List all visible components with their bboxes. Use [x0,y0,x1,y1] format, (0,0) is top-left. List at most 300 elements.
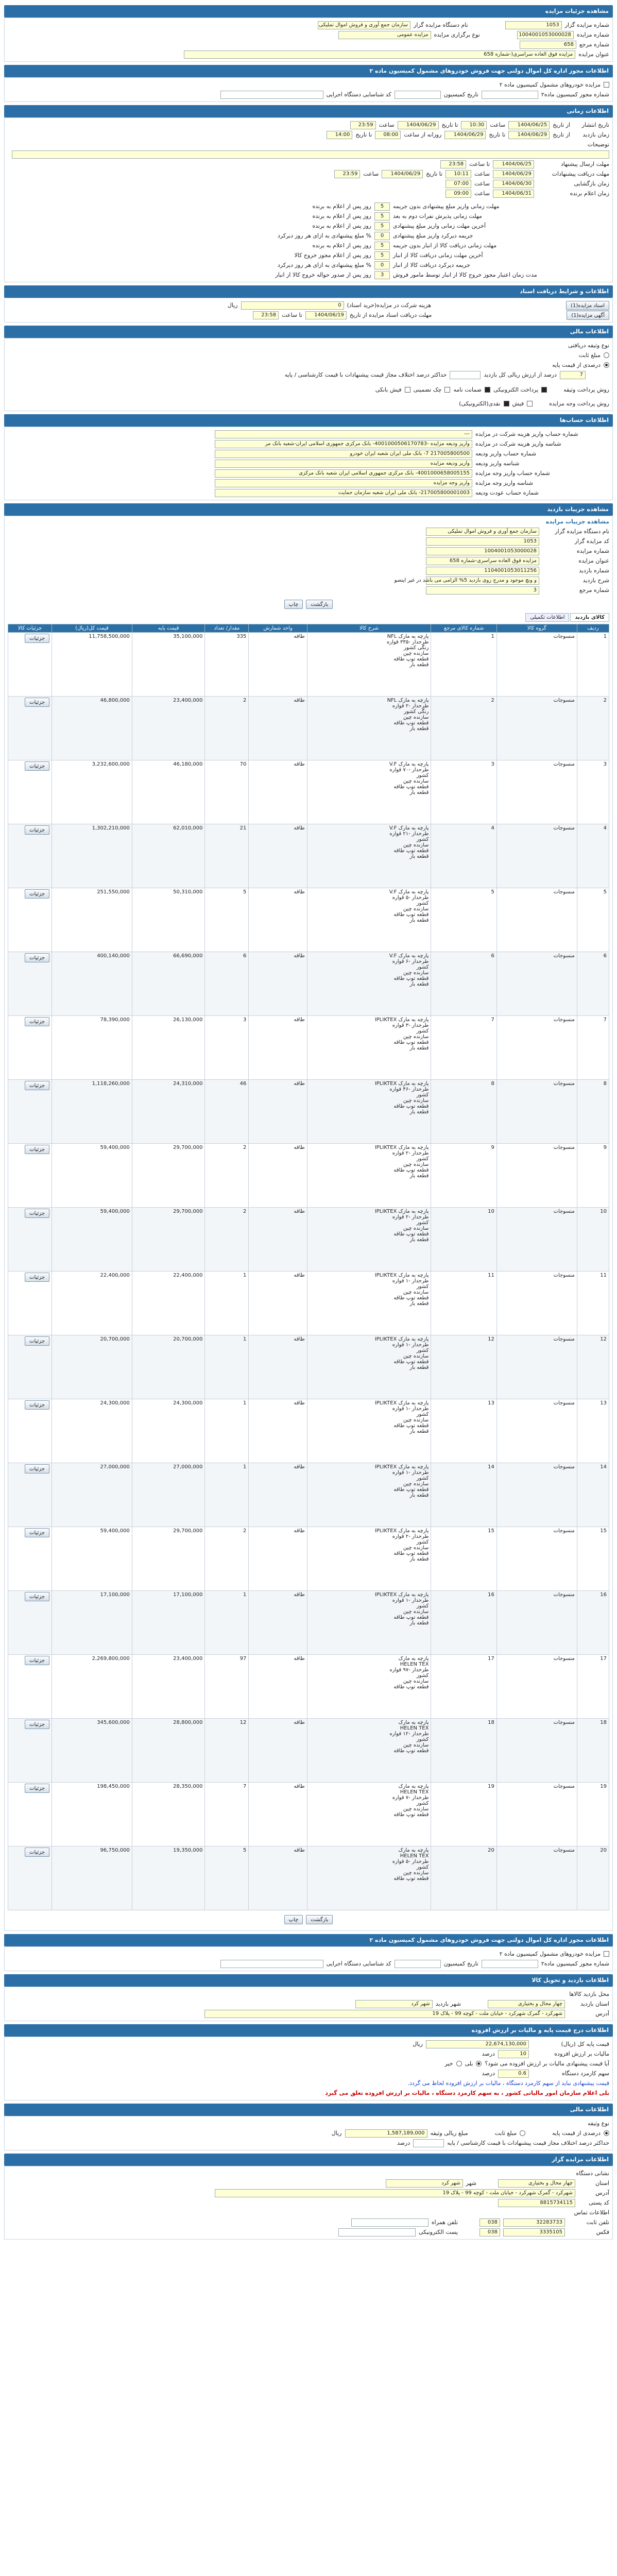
vat-yes-radio[interactable] [476,2061,482,2066]
base-price: 22,400,000 [132,1272,205,1335]
rule-row [8,241,609,250]
unit: طاقه [249,1272,307,1335]
epay-checkbox[interactable] [541,387,547,393]
details-button[interactable]: جزئیات [25,1784,49,1793]
total-price: 1,118,260,000 [52,1080,132,1144]
label: مبلغ ثابت [578,352,601,359]
section-header: اطلاعات مجوز اداره کل اموال دولتی جهت فروش خودروهای مشمول کمیسیون ماده ۲ [4,1934,613,1946]
rule-unit: % مبلغ پیشنهادی به ازای هر روز دیرکرد [277,232,371,239]
unit: طاقه [249,1591,307,1655]
pub-from-field: 1404/06/25 [508,121,550,129]
permit-no-field [482,91,538,99]
full-no-field: 1004001053000028 [517,31,574,39]
description: پارچه به مارک IPLIKTEX طرحدار -۱ قواره کشور سازنده چین قطعه توپ طاقه قطعه بار [307,1591,431,1655]
details-button[interactable]: جزئیات [25,1273,49,1282]
account-value: 4001000658005155- بانک مرکزی جمهوری اسلامی ایران شعبه بانک مرکزی [215,469,472,478]
details-cell [8,1655,52,1719]
row-no: 11 [577,1272,609,1335]
fax-code-field: 038 [479,2228,500,2236]
base-price: 24,300,000 [132,1399,205,1463]
print-button-2[interactable]: چاپ [284,1915,303,1924]
label: شماره مجوز کمیسیون ماده۲ [541,1960,609,1967]
unit: طاقه [249,1144,307,1208]
label: روش پرداخت وجه مزایده [549,400,609,407]
fee-field: 0 [241,301,344,310]
group: منسوجات [496,1655,577,1719]
visit-fno-field: 1004001053000028 [426,547,539,555]
details-button[interactable]: جزئیات [25,1081,49,1090]
description: پارچه به مارک HELEN TEX طرحدار -۵ قواره کشور سازنده چین قطعه توپ طاقه [307,1846,431,1910]
label: عنوان مزایده [578,51,609,58]
guarantee-checkbox[interactable] [485,387,490,393]
fixed-radio[interactable] [604,352,609,358]
org-code-field-2 [220,1960,323,1968]
label: از تاریخ [553,122,570,128]
description: پارچه به مارک IPLIKTEX طرحدار -۱ قواره کشور سازنده چین قطعه توپ طاقه قطعه بار [307,1272,431,1335]
details-button[interactable]: جزئیات [25,1464,49,1473]
open-to-date: 1404/06/29 [382,170,423,178]
ad-button[interactable]: آگهی مزایده(1) [567,311,609,320]
base-price: 62,010,000 [132,824,205,888]
total-price: 1,302,210,000 [52,824,132,888]
label: درصد [397,2140,410,2146]
qty: 97 [205,1655,249,1719]
details-cell [8,1463,52,1527]
max-field [450,371,481,379]
label: درصد از ارزش ریالی کل بازدید [484,371,557,378]
tab-items[interactable]: کالای بازدید [570,613,609,622]
details-button[interactable]: جزئیات [25,1145,49,1154]
label: آیا قیمت پیشنهادی مالیات بر ارزش افزوده می شود؟ [485,2060,609,2067]
visit-from-time: 08:00 [375,131,401,139]
visit-desc-field: و ونچ موجود و مدرج روی بازدید 5% الزامی می باشد در غیر اینصو [426,577,539,585]
table-row [8,1335,609,1399]
label: ریال [413,2041,423,2047]
percent-radio-2[interactable] [604,2130,609,2136]
unit: طاقه [249,1655,307,1719]
label: کد پستی [589,2199,609,2206]
label: خیر [444,2060,453,2067]
label: نقدی(الکترونیکی) [459,400,501,407]
commission-checkbox-2[interactable] [604,1951,609,1957]
details-cell [8,1846,52,1910]
base-price: 20,700,000 [132,1335,205,1399]
total-price: 198,450,000 [52,1783,132,1846]
unit: طاقه [249,1080,307,1144]
table-row [8,1719,609,1783]
description: پارچه به مارک IPLIKTEX طرحدار -۱ قواره کشور سازنده چین قطعه توپ طاقه قطعه بار [307,1335,431,1399]
ref-field: 658 [520,41,576,49]
details-button[interactable]: جزئیات [25,825,49,835]
details-cell [8,1335,52,1399]
description: پارچه به مارک V.F طرحدار -۲۱ قواره کشور سازنده چین قطعه توپ طاقه قطعه بار [307,824,431,888]
label: تاریخ کمیسیون [443,1960,478,1967]
account-row [8,429,609,439]
open-date: 1404/06/29 [493,170,534,178]
ref: 8 [431,1080,496,1144]
details-cell [8,888,52,952]
account-value: واریز وجه مزایده [215,479,472,487]
details-cell [8,1080,52,1144]
section-header: اطلاعات حساب‌ها [4,414,613,427]
col-header: گروه کالا [496,624,577,633]
col-header: شرح کالا [307,624,431,633]
unit: طاقه [249,1399,307,1463]
label: روش پرداخت وثیقه [563,386,609,393]
unit: طاقه [249,888,307,952]
label: مزایده خودروهای مشمول کمیسیون ماده ۲ [499,1951,601,1957]
province-field-2: چهار محال و بختیاری [498,2179,575,2188]
rule-value: 0 [374,261,390,269]
details-cell [8,633,52,697]
unit: طاقه [249,824,307,888]
section-header: اطلاعات مالی [4,326,613,338]
account-value: 217005800001003- بانک ملی ایران شعبه سازمان حمایت [215,489,472,497]
qty: 2 [205,1208,249,1272]
address-field: شهرکرد - گمرک شهرکرد - خیابان ملت - کوچه 99 - پلاک 19 [204,2010,565,2018]
row-no: 19 [577,1783,609,1846]
base-price: 29,700,000 [132,1527,205,1591]
send-date: 1404/06/25 [493,160,534,168]
table-row [8,760,609,824]
vat-note-text: بلی اعلام سازمان امور مالیاتی کشور ، به سهم کارمزد دستگاه ، مالیات بر ارزش افزوده تعلق می گیرد [325,2090,609,2096]
description: پارچه به مارک IPLIKTEX طرحدار -۳ قواره کشور سازنده چین قطعه توپ طاقه قطعه بار [307,1016,431,1080]
label: روزانه از ساعت [404,131,442,138]
group: منسوجات [496,1463,577,1527]
account-row [8,459,609,468]
details-button[interactable]: جزئیات [25,1656,49,1665]
section-header: مشاهده جزئیات مزایده [4,5,613,18]
ref: 14 [431,1463,496,1527]
percent-radio[interactable] [604,362,609,368]
slip-checkbox[interactable] [405,387,410,393]
label: تلفن ثابت [586,2219,609,2226]
description: پارچه به مارک HELEN TEX طرحدار -۱۲ قواره کشور سازنده چین قطعه توپ طاقه [307,1719,431,1783]
base-price: 29,700,000 [132,1208,205,1272]
unit: طاقه [249,1335,307,1399]
rule-unit: روز پس از صدور حواله خروج کالا از انبار [275,272,371,278]
table-row [8,1399,609,1463]
label: شماره مجوز کمیسیون ماده۲ [541,91,609,98]
row-no: 20 [577,1846,609,1910]
rule-value: 3 [374,271,390,279]
group: منسوجات [496,1399,577,1463]
label: تاریخ انتشار [581,122,609,128]
row-no: 15 [577,1527,609,1591]
row-no: 3 [577,760,609,824]
vat-no-radio[interactable] [456,2061,462,2066]
account-value: 217005800500 7- بانک ملی ایران شعبه ایران خودرو [215,450,472,458]
commission-checkbox[interactable] [604,82,609,88]
unit: طاقه [249,1016,307,1080]
city-field: شهر کرد [355,2000,433,2008]
table-row [8,1463,609,1527]
ref: 15 [431,1527,496,1591]
cash-checkbox[interactable] [504,401,509,406]
base-price: 28,800,000 [132,1719,205,1783]
label: مهلت دریافت اسناد مزایده از تاریخ [349,312,432,318]
back-button-2[interactable]: بازگشت [306,1915,333,1924]
city-field-2: شهر کرد [386,2179,463,2188]
ref: 13 [431,1399,496,1463]
details-cell [8,1719,52,1783]
base-price: 23,400,000 [132,1655,205,1719]
base-price-field: 22,674,130,000 [426,2040,529,2048]
opening-time: 07:00 [445,180,471,188]
qty: 6 [205,952,249,1016]
description: پارچه به مارک V.F طرحدار -۷۰ قواره کشور سازنده چین قطعه توپ طاقه قطعه بار [307,760,431,824]
label: هزینه شرکت در مزایده(خرید اسناد) [347,302,432,309]
group: منسوجات [496,1846,577,1910]
label: کد شناسایی دستگاه اجرایی [326,91,391,98]
description: پارچه به مارک IPLIKTEX طرحدار -۱ قواره کشور سازنده چین قطعه توپ طاقه قطعه بار [307,1399,431,1463]
base-price: 19,350,000 [132,1846,205,1910]
label: مهلت ارسال پیشنهاد [560,161,609,167]
row-no: 2 [577,697,609,760]
account-value: واریز ودیعه مزایده -4001000506170783- بانک مرکزی جمهوری اسلامی ایران-شعبه بانک مر [215,440,472,448]
table-row [8,1208,609,1272]
label: ساعت [474,171,490,177]
qty: 70 [205,760,249,824]
winner-date: 1404/06/31 [493,190,534,198]
account-label: شناسه واریز وجه مزایده [475,480,533,486]
base-price: 23,400,000 [132,697,205,760]
ref: 12 [431,1335,496,1399]
visit-to-time: 14:00 [327,131,352,139]
details-cell [8,1272,52,1335]
label: شهر [466,2180,476,2187]
description: پارچه به مارک IPLIKTEX طرحدار -۲ قواره کشور سازنده چین قطعه توپ طاقه قطعه بار [307,1208,431,1272]
total-price: 11,758,500,000 [52,633,132,697]
rule-unit: روز پس از اعلام به برنده [312,213,371,219]
details-button[interactable]: جزئیات [25,634,49,643]
details-button[interactable]: جزئیات [25,889,49,899]
details-button[interactable]: جزئیات [25,761,49,771]
details-button[interactable]: جزئیات [25,1336,49,1346]
description: پارچه به مارک NFL طرحدار -۳۳۵ قواره رنگی کشور سازنده چین قطعه توپ طاقه قطعه بار [307,633,431,697]
qty: 1 [205,1272,249,1335]
label: تا تاریخ [426,171,443,177]
description: پارچه به مارک V.F طرحدار -۶ قواره کشور سازنده چین قطعه توپ طاقه قطعه بار [307,952,431,1016]
total-price: 59,400,000 [52,1527,132,1591]
label: ساعت [490,122,506,128]
details-button[interactable]: جزئیات [25,698,49,707]
table-row [8,697,609,760]
details-cell [8,1783,52,1846]
tab-extra[interactable]: اطلاعات تکمیلی [525,613,569,622]
details-button[interactable]: جزئیات [25,1209,49,1218]
col-header: شماره کالای مرجع [431,624,496,633]
label: اطلاعات تماس [574,2209,609,2216]
label: آدرس [595,2190,609,2196]
label: توضیحات [587,141,609,148]
qty: 1 [205,1463,249,1527]
email-field [338,2228,416,2236]
label: ساعت [363,171,379,177]
ref: 10 [431,1208,496,1272]
qty: 2 [205,697,249,760]
row-no: 12 [577,1335,609,1399]
print-button[interactable]: چاپ [284,600,303,609]
qty: 12 [205,1719,249,1783]
label: ساعت [474,180,490,187]
account-row [8,478,609,488]
postal-field: 8815734115 [498,2199,575,2207]
permit-info-2 [4,1946,613,1971]
description: پارچه به مارک IPLIKTEX طرحدار -۲ قواره کشور سازنده چین قطعه توپ طاقه قطعه بار [307,1144,431,1208]
label: ریال [331,2130,342,2137]
rule-value: 5 [374,222,390,230]
details-cell [8,760,52,824]
total-price: 46,800,000 [52,697,132,760]
group: منسوجات [496,824,577,888]
section-header: اطلاعات مالی [4,2104,613,2116]
group: منسوجات [496,633,577,697]
description: پارچه به مارک IPLIKTEX طرحدار -۱ قواره کشور سازنده چین قطعه توپ طاقه قطعه بار [307,1463,431,1527]
label: استان [595,2180,609,2187]
details-button[interactable]: جزئیات [25,1592,49,1601]
details-button[interactable]: جزئیات [25,953,49,962]
visit-org-field: سازمان جمع آوری و فروش اموال تملیکی [426,528,539,536]
label: حداکثر درصد اختلاف مجاز قیمت پیشنهادات با قیمت کارشناسی / پایه [447,2140,609,2146]
unit: طاقه [249,633,307,697]
docs-info [4,298,613,323]
section-header: اطلاعات زمانی [4,105,613,117]
qty: 21 [205,824,249,888]
label: شرح بازدید [582,577,609,584]
group: منسوجات [496,1272,577,1335]
label: مبلغ ثابت [494,2130,517,2137]
details-cell [8,952,52,1016]
rule-label: مهلت زمانی پذیرش نفرات دوم به بعد [393,213,482,219]
details-cell [8,1399,52,1463]
row-no: 5 [577,888,609,952]
table-row [8,1016,609,1080]
description-field [12,150,609,159]
label: زمان اعلام برنده [570,190,609,197]
pub-to-field: 1404/06/29 [398,121,439,129]
rule-label: آخرین مهلت زمانی واریز مبلغ پیشنهادی [393,223,486,229]
label: محل بازدید کالاها [569,1991,609,1997]
fixed-radio-2[interactable] [520,2130,525,2136]
cheque-checkbox[interactable] [444,387,450,393]
slip2-checkbox[interactable] [527,401,533,406]
docs-button[interactable]: اسناد مزایده(1) [566,301,609,310]
total-price: 20,700,000 [52,1335,132,1399]
rule-value: 5 [374,212,390,221]
row-no: 17 [577,1655,609,1719]
vat-field: 10 [498,2050,529,2058]
total-price: 78,390,000 [52,1016,132,1080]
col-header: قیمت کل(ریال) [52,624,132,633]
label: قیمت پایه کل (ریال) [561,2041,609,2047]
label: تا ساعت [282,312,302,318]
back-button[interactable]: بازگشت [306,600,333,609]
label: زمان بازدید [582,131,609,138]
accounts-info [4,427,613,500]
rule-unit: روز پس از اعلام به برنده [312,203,371,210]
rule-label: جریمه دیرکرد دریافت کالا از انبار [393,262,470,268]
rule-row [8,250,609,260]
section-header: اطلاعات درج قیمت پایه و مالیات بر ارزش افزوده [4,2024,613,2037]
rule-row [8,201,609,211]
unit: طاقه [249,697,307,760]
row-no: 9 [577,1144,609,1208]
rule-unit: روز پس از اعلام مجوز خروج کالا [294,252,371,259]
rule-row [8,231,609,241]
finance-info [4,338,613,411]
group: منسوجات [496,1527,577,1591]
ref: 19 [431,1783,496,1846]
details-button[interactable]: جزئیات [25,1017,49,1026]
label: چک تضمینی [413,386,442,393]
base-price: 26,130,000 [132,1016,205,1080]
label: عنوان مزایده [578,557,609,564]
account-row [8,488,609,498]
total-price: 251,550,000 [52,888,132,952]
group: منسوجات [496,760,577,824]
label: پست الکترونیکی [419,2229,458,2235]
rule-value: 5 [374,242,390,250]
rule-value: 0 [374,232,390,240]
col-header: مقدار/ تعداد [205,624,249,633]
base-price: 17,100,000 [132,1591,205,1655]
label: درصدی از قیمت پایه [552,362,601,368]
group: منسوجات [496,1783,577,1846]
details-cell [8,824,52,888]
winner-time: 09:00 [445,190,471,198]
ref: 17 [431,1655,496,1719]
label: سهم کارمزد دستگاه [562,2070,609,2077]
details-button[interactable]: جزئیات [25,1848,49,1857]
qty: 1 [205,1335,249,1399]
sub-header: مشاهده جزییات مزایده [545,518,609,525]
details-button[interactable]: جزئیات [25,1400,49,1410]
ref: 3 [431,760,496,824]
base-price: 35,100,000 [132,633,205,697]
details-button[interactable]: جزئیات [25,1720,49,1729]
total-price: 22,400,000 [52,1272,132,1335]
permit-date-field-2 [395,1960,441,1968]
visit-title-field: مزایده فوق العاده سراسری-شماره 658 [426,557,539,565]
details-button[interactable]: جزئیات [25,1528,49,1537]
label: درصدی از قیمت پایه [552,2130,601,2137]
table-row [8,1783,609,1846]
label: مهلت دریافت پیشنهادات [552,171,609,177]
title-field: مزایده فوق العاده سراسری(-شماره 658 [184,50,575,59]
group: منسوجات [496,697,577,760]
label: نوع وثیقه [588,2120,609,2127]
row-no: 10 [577,1208,609,1272]
qty: 1 [205,1591,249,1655]
org-code-field [220,91,323,99]
qty: 7 [205,1783,249,1846]
description: پارچه به مارک IPLIKTEX طرحدار -۲ قواره کشور سازنده چین قطعه توپ طاقه قطعه بار [307,1527,431,1591]
row-no: 4 [577,824,609,888]
col-header: جزئیات کالا [8,624,52,633]
rule-unit: % مبلغ پیشنهادی به ازای هر روز دیرکرد [277,262,371,268]
group: منسوجات [496,1144,577,1208]
ref: 1 [431,633,496,697]
table-row [8,1272,609,1335]
base-price: 28,350,000 [132,1783,205,1846]
open-to-time: 23:59 [334,170,360,178]
label: شماره مرجع [579,587,609,594]
account-label: شناسه واریز هزینه شرکت در مزایده [475,440,561,447]
items-table [8,624,609,1910]
account-value: --- [215,430,472,438]
label: نوع وثیقه دریافتی [568,342,609,349]
